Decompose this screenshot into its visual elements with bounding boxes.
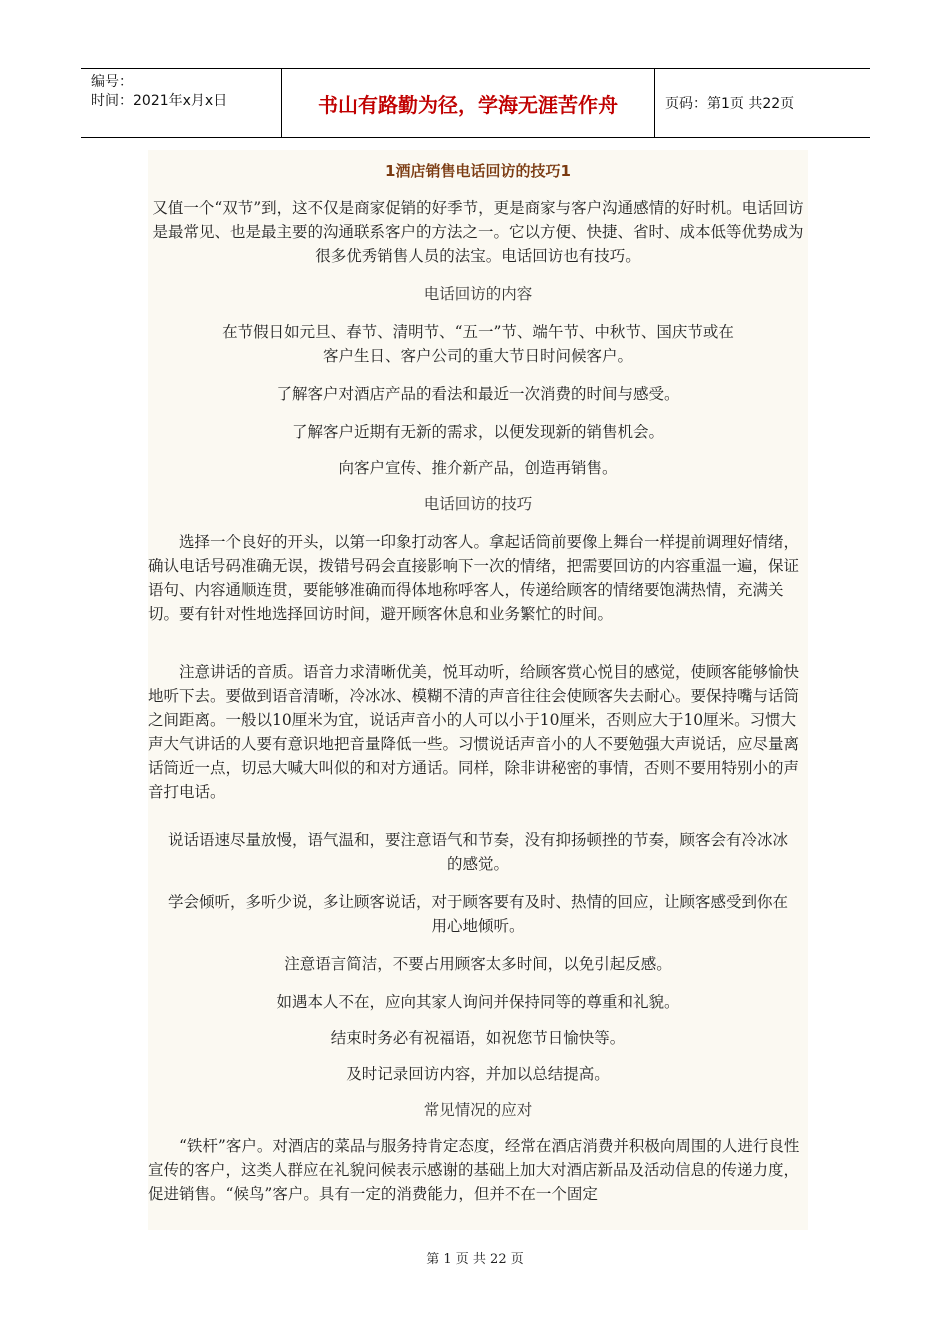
paragraph: 及时记录回访内容，并加以总结提高。 [346, 1065, 610, 1083]
paragraph: 注意语言简洁，不要占用顾客太多时间，以免引起反感。 [284, 955, 672, 973]
header-table [81, 68, 870, 138]
number-label: 编号： [91, 74, 133, 90]
section-heading-cases: 常见情况的应对 [423, 1101, 533, 1119]
paragraph: 选择一个良好的开头，以第一印象打动客人。拿起话筒前要像上舞台一样提前调理好情绪，确认电话号码准确无误，拨错号码会直接影响下一次的情绪，把需要回访的内容重温一遍，保证语句、内容通顺连贯，要能够准确而得体地称呼客人，传递给顾客的情绪要饱满热情，充满关切。要有针对性地选择回访时间，避开顾客休息和业务繁忙的时间。 [148, 533, 800, 623]
paragraph: 在节假日如元旦、春节、清明节、“五一”节、端午节、中秋节、国庆节或在客户生日、客户公司的重大节日时问候客户。 [222, 323, 734, 365]
paragraph: 学会倾听，多听少说，多让顾客说话，对于顾客要有及时、热情的回应，让顾客感受到你在用心地倾听。 [168, 893, 789, 935]
paragraph: 了解客户近期有无新的需求，以便发现新的销售机会。 [291, 423, 664, 441]
paragraph: 结束时务必有祝福语，如祝您节日愉快等。 [330, 1029, 626, 1047]
paragraph: 说话语速尽量放慢，语气温和，要注意语气和节奏，没有抑扬顿挫的节奏，顾客会有冷冰冰的感觉。 [168, 831, 789, 873]
time-label: 时间：2021年x月x日 [91, 93, 228, 109]
header-meta-cell [81, 69, 282, 137]
document-body [148, 150, 808, 1230]
page-info: 页码：第1页 共22页 [665, 96, 795, 112]
page-footer: 第 1 页 共 22 页 [426, 1252, 524, 1267]
section-heading-content: 电话回访的内容 [423, 285, 533, 303]
document-title: 1酒店销售电话回访的技巧1 [385, 162, 571, 180]
section-heading-tips: 电话回访的技巧 [423, 495, 533, 513]
motto: 书山有路勤为径，学海无涯苦作舟 [282, 69, 655, 137]
paragraph: 向客户宣传、推介新产品，创造再销售。 [338, 459, 618, 477]
paragraph: 注意讲话的音质。语音力求清晰优美，悦耳动听，给顾客赏心悦目的感觉，使顾客能够愉快地听下去。要做到语音清晰，冷冰冰、模糊不清的声音往往会使顾客失去耐心。要保持嘴与话筒之间距离。一般以10厘米为宜，说话声音小的人可以小于10厘米，否则应大于10厘米。习惯大声大气讲话的人要有意识地把音量降低一些。习惯说话声音小的人不要勉强大声说话，应尽量离话筒近一点，切忌大喊大叫似的和对方通话。同样，除非讲秘密的事情，否则不要用特别小的声音打电话。 [148, 663, 800, 801]
paragraph: “铁杆”客户。对酒店的菜品与服务持肯定态度，经常在酒店消费并积极向周围的人进行良性宣传的客户，这类人群应在礼貌问候表示感谢的基础上加大对酒店新品及活动信息的传递力度，促进销售。“候鸟”客户。具有一定的消费能力，但并不在一个固定 [148, 1137, 800, 1203]
paragraph: 如遇本人不在，应向其家人询问并保持同等的尊重和礼貌。 [276, 993, 680, 1011]
paragraph: 了解客户对酒店产品的看法和最近一次消费的时间与感受。 [276, 385, 680, 403]
paragraph-intro: 又值一个“双节”到，这不仅是商家促销的好季节，更是商家与客户沟通感情的好时机。电话回访是最常见、也是最主要的沟通联系客户的方法之一。它以方便、快捷、省时、成本低等优势成为很多优秀销售人员的法宝。电话回访也有技巧。 [152, 199, 804, 265]
